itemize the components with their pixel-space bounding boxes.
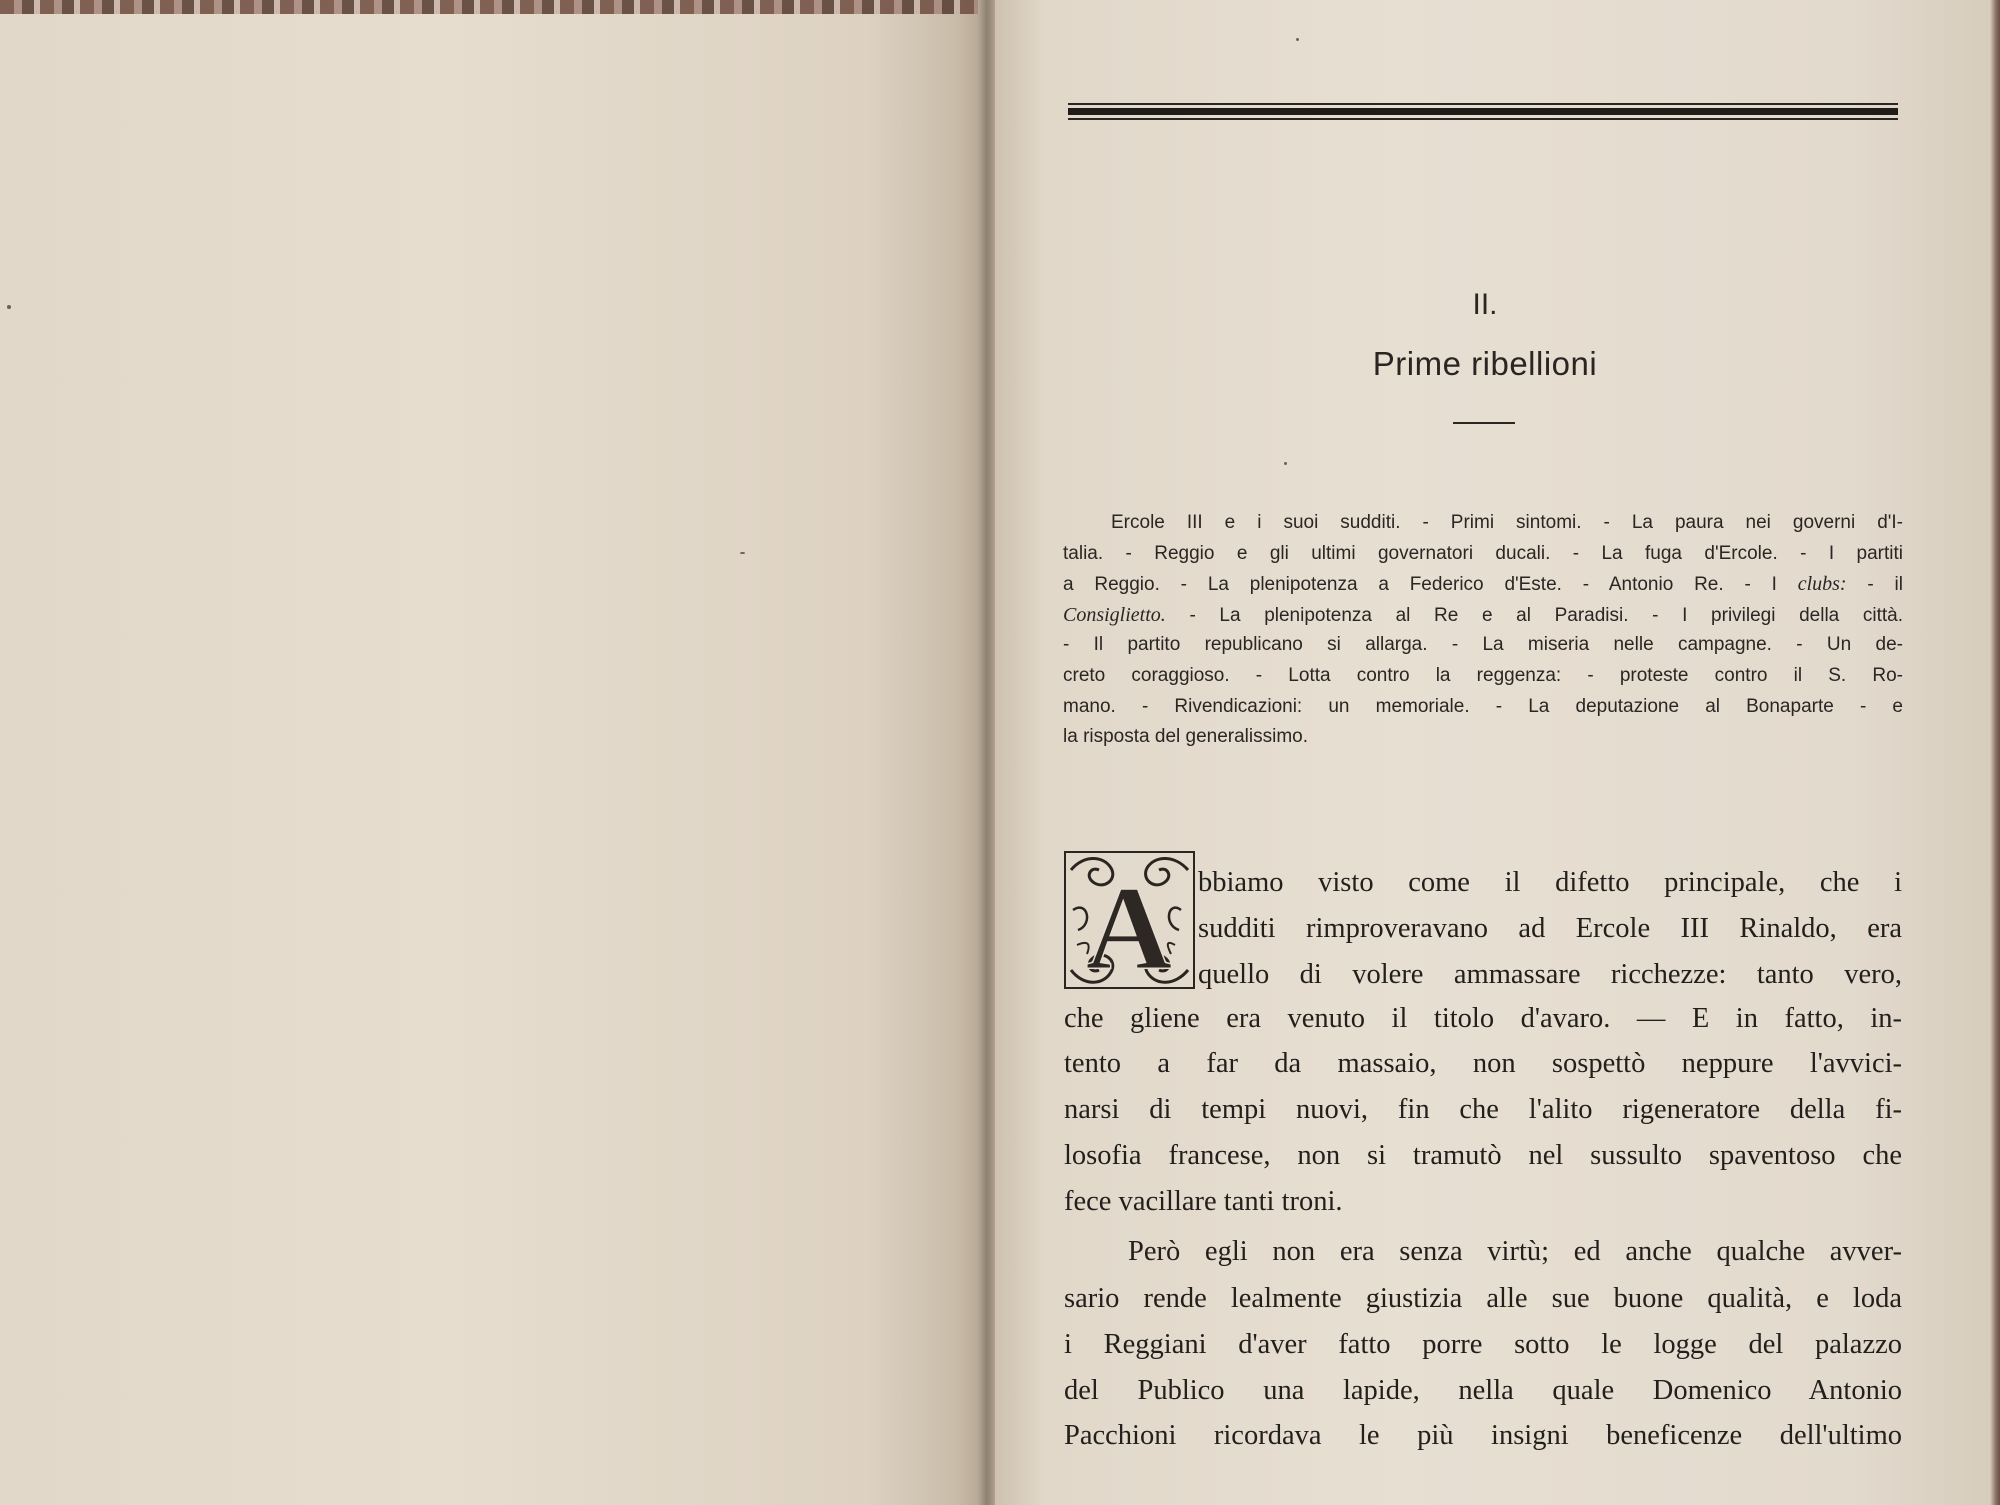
summary-line: Consiglietto. - La plenipotenza al Re e al Paradisi. - I privilegi della città. <box>1063 603 1904 626</box>
page-right-edge <box>1990 0 2000 1505</box>
body-line: tento a far da massaio, non sospettò neppure l'avvici- <box>1064 1048 1902 1079</box>
body-line: Però egli non era senza virtù; ed anche qualche avver- <box>1128 1236 1902 1267</box>
summary-line: talia. - Reggio e gli ultimi governatori ducali. - La fuga d'Ercole. - I partiti <box>1063 542 1903 564</box>
paper-speck <box>7 305 11 309</box>
body-line: del Publico una lapide, nella quale Domenico Antonio <box>1064 1375 1902 1406</box>
summary-line: Ercole III e i suoi sudditi. - Primi sintomi. - La paura nei governi d'I- <box>1111 512 1903 533</box>
summary-line: a Reggio. - La plenipotenza a Federico d'Este. - Antonio Re. - I clubs: - il <box>1063 573 1903 596</box>
body-line: bbiamo visto come il difetto principale, che i <box>1198 867 1902 898</box>
body-line: che gliene era venuto il titolo d'avaro. — E in fatto, in- <box>1064 1003 1902 1034</box>
body-line: narsi di tempi nuovi, fin che l'alito rigeneratore della fi- <box>1064 1094 1902 1125</box>
body-line: sudditi rimproveravano ad Ercole III Rinaldo, era <box>1198 913 1902 944</box>
body-line: fece vacillare tanti troni. <box>1064 1186 1343 1217</box>
chapter-summary <box>1063 508 1903 753</box>
paper-speck <box>1296 38 1299 41</box>
summary-line: - Il partito republicano si allarga. - La miseria nelle campagne. - Un de- <box>1063 634 1903 656</box>
paper-speck <box>1284 462 1287 465</box>
chapter-title: Prime ribellioni <box>1372 345 1598 382</box>
summary-italic-consiglietto: Consiglietto. <box>1063 603 1166 626</box>
summary-line: creto coraggioso. - Lotta contro la reggenza: - proteste contro il S. Ro- <box>1063 664 1903 686</box>
paper-speck <box>740 552 745 554</box>
summary-line: la risposta del generalissimo. <box>1063 726 1309 748</box>
chapter-number: II. <box>1472 288 1498 321</box>
body-line: quello di volere ammassare ricchezze: tanto vero, <box>1198 959 1902 990</box>
title-underline-rule <box>1453 422 1515 424</box>
body-line: i Reggiani d'aver fatto porre sotto le logge del palazzo <box>1064 1329 1902 1360</box>
page-top-edge-pattern <box>0 0 1000 14</box>
dropcap-ornament-icon <box>1063 850 1196 990</box>
summary-line: mano. - Rivendicazioni: un memoriale. - La deputazione al Bonaparte - e <box>1063 695 1903 717</box>
body-line: losofia francese, non si tramutò nel sussulto spaventoso che <box>1064 1140 1902 1171</box>
ornamental-dropcap <box>1063 850 1196 990</box>
chapter-header-rule <box>1068 103 1898 120</box>
body-line: sario rende lealmente giustizia alle sue buone qualità, e loda <box>1064 1283 1902 1314</box>
body-line: Pacchioni ricordava le più insigni beneficenze dell'ultimo <box>1064 1420 1902 1451</box>
svg-text:A: A <box>1085 861 1173 990</box>
summary-italic-clubs: clubs: <box>1797 573 1847 596</box>
left-page-blank <box>0 0 985 1505</box>
